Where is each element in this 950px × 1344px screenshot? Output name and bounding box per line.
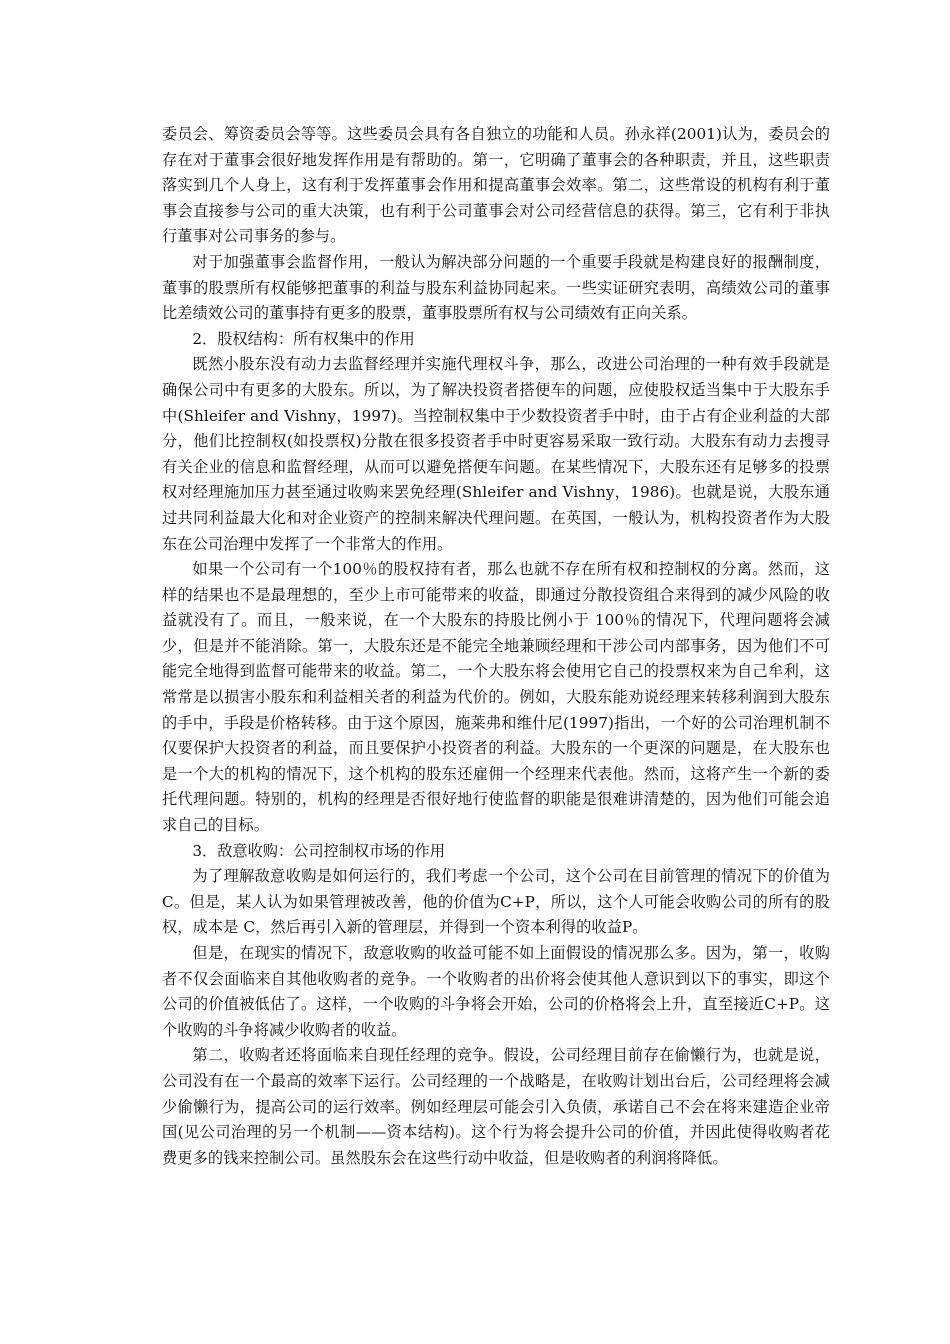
paragraph-large-shareholders: 既然小股东没有动力去监督经理并实施代理权斗争，那么，改进公司治理的一种有效手段就是确保公司中有更多的大股东。所以，为了解决投资者搭便车的问题，应使股权适当集中于大股东手中(Shleifer and Vishny，1997)。当控制权集中于少数投资者手中时，由于占有企业利益的大部分，他们比控制权(如投票权)分散在很多投资者手中时更容易采取一致行动。大股东有动力去搜寻有关企业的信息和监督经理，从而可以避免搭便车问题。在某些情况下，大股东还有足够多的投票权对经理施加压力甚至通过收购来罢免经理(Shleifer and Vishny，1986)。也就是说，大股东通过共同利益最大化和对企业资产的控制来解决代理问题。在英国，一般认为，机构投资者作为大股东在公司治理中发挥了一个非常大的作用。 [162,355,830,553]
section-heading-hostile-takeover: 3．敌意收购：公司控制权市场的作用 [192,841,446,860]
paragraph-committees: 委员会、筹资委员会等等。这些委员会具有各自独立的功能和人员。孙永祥(2001)认为，委员会的存在对于董事会很好地发挥作用是有帮助的。第一，它明确了董事会的各种职责，并且，这些职责落实到几个人身上，这有利于发挥董事会作用和提高董事会效率。第二，这些常设的机构有利于董事会直接参与公司的重大决策，也有利于公司董事会对公司经营信息的获得。第三，它有利于非执行董事对公司事务的参与。 [162,125,830,246]
document-page [162,122,830,1171]
paragraph-takeover-competition: 但是，在现实的情况下，敌意收购的收益可能不如上面假设的情况那么多。因为，第一，收购者不仅会面临来自其他收购者的竞争。一个收购者的出价将会使其他人意识到以下的事实，即这个公司的价值被低估了。这样，一个收购的斗争将会开始，公司的价格将会上升，直至接近C+P。这个收购的斗争将减少收购者的收益。 [162,944,830,1039]
section-heading-ownership-structure: 2．股权结构：所有权集中的作用 [192,329,415,348]
paragraph-manager-competition: 第二，收购者还将面临来自现任经理的竞争。假设，公司经理目前存在偷懒行为，也就是说，公司没有在一个最高的效率下运行。公司经理的一个战略是，在收购计划出台后，公司经理将会减少偷懒行为，提高公司的运行效率。例如经理层可能会引入负债，承诺自己不会在将来建造企业帝国(见公司治理的另一个机制——资本结构)。这个行为将会提升公司的价值，并因此使得收购者花费更多的钱来控制公司。虽然股东会在这些行动中收益，但是收购者的利润将降低。 [162,1046,830,1167]
paragraph-takeover-mechanism: 为了理解敌意收购是如何运行的，我们考虑一个公司，这个公司在目前管理的情况下的价值为C。但是，某人认为如果管理被改善，他的价值为C+P，所以，这个人可能会收购公司的所有的股权，成本是 C，然后再引入新的管理层，并得到一个资本利得的收益P。 [162,867,830,937]
paragraph-board-compensation: 对于加强董事会监督作用，一般认为解决部分问题的一个重要手段就是构建良好的报酬制度，董事的股票所有权能够把董事的利益与股东利益协同起来。一些实证研究表明，高绩效公司的董事比差绩效公司的董事持有更多的股票，董事股票所有权与公司绩效有正向关系。 [162,252,830,323]
paragraph-full-ownership: 如果一个公司有一个100％的股权持有者，那么也就不存在所有权和控制权的分离。然而，这样的结果也不是最理想的，至少上市可能带来的收益，即通过分散投资组合来得到的减少风险的收益就没有了。而且，一般来说，在一个大股东的持股比例小于 100％的情况下，代理问题将会减少，但是并不能消除。第一，大股东还是不能完全地兼顾经理和干涉公司内部事务，因为他们不可能完全地得到监督可能带来的收益。第二，一个大股东将会使用它自己的投票权来为自己牟利，这常常是以损害小股东和利益相关者的利益为代价的。例如，大股东能劝说经理来转移利润到大股东的手中，手段是价格转移。由于这个原因，施莱弗和维什尼(1997)指出，一个好的公司治理机制不仅要保护大投资者的利益，而且要保护小投资者的利益。大股东的一个更深的问题是，在大股东也是一个大的机构的情况下，这个机构的股东还雇佣一个经理来代表他。然而，这将产生一个新的委托代理问题。特别的，机构的经理是否很好地行使监督的职能是很难讲清楚的，因为他们可能会追求自己的目标。 [162,560,830,835]
